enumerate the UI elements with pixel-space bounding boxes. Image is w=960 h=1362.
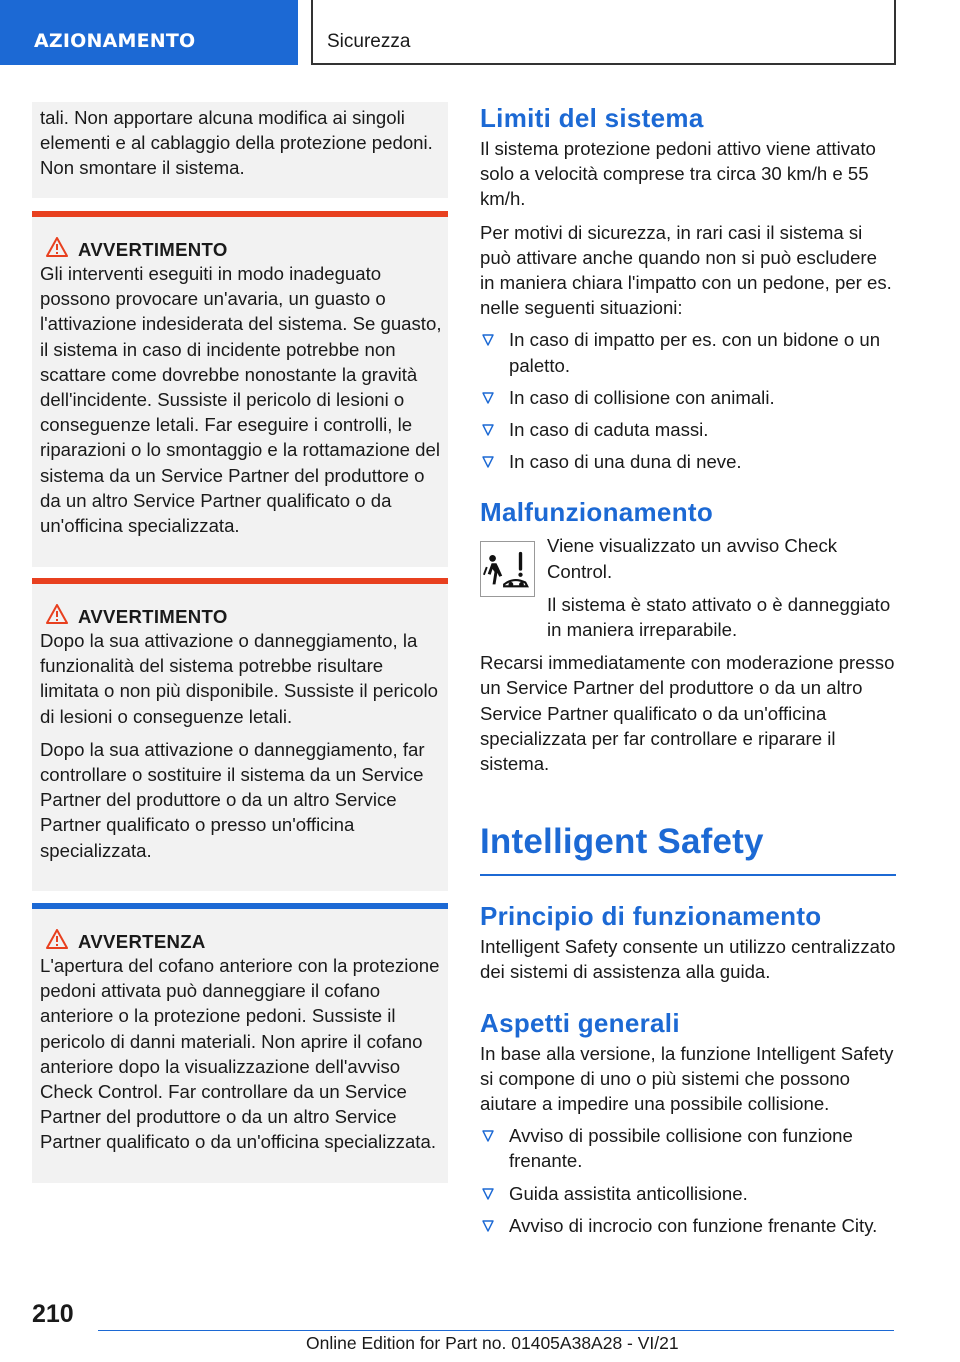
general-heading: Aspetti generali xyxy=(480,1007,680,1038)
intelligent-list xyxy=(480,1123,896,1238)
limits-text: Il sistema protezione pedoni attivo viene attivato solo a velocità comprese tra circa 30 km/h e 55 km/h. xyxy=(480,138,876,210)
limits-heading: Limiti del sistema xyxy=(480,103,704,133)
intro-text: tali. Non apportare alcuna modifica ai singoli elementi e al cablaggio della protezione pedoni. Non smontare il sistema. xyxy=(40,107,433,179)
intro-box xyxy=(32,102,448,198)
warning-title: AVVERTIMENTO xyxy=(78,239,228,260)
list-item: In caso di impatto per es. con un bidone o un paletto. xyxy=(480,327,896,377)
triangle-bullet-icon xyxy=(482,391,494,405)
warning-text: Dopo la sua attivazione o danneggiamento, la funzionalità del sistema potrebbe risultare limitata o non più disponibile. Sussiste il pericolo di lesioni o conseguenze letali. xyxy=(40,630,438,727)
intelligent-safety-heading: Intelligent Safety xyxy=(480,822,764,862)
warning-title: AVVERTIMENTO xyxy=(78,606,228,627)
warning-box-1 xyxy=(32,211,448,567)
limits-list xyxy=(480,327,896,474)
chapter-title: Sicurezza xyxy=(327,31,411,52)
warning-triangle-icon xyxy=(46,237,68,257)
triangle-bullet-icon xyxy=(482,423,494,437)
malfunction-text: Recarsi immediatamente con moderazione presso un Service Partner del produttore o da un altro Service Partner qualificato o da un'officina specializzata per far controllare e riparare il sistema. xyxy=(480,652,895,775)
principle-text: Intelligent Safety consente un utilizzo centralizzato dei sistemi di assistenza alla guida. xyxy=(480,936,896,983)
list-item: In caso di caduta massi. xyxy=(480,417,896,442)
general-text: In base alla versione, la funzione Intelligent Safety si compone di uno o più sistemi che possono aiutare a impedire una possibile collisione. xyxy=(480,1042,894,1115)
malfunction-text: Viene visualizzato un avviso Check Control. xyxy=(547,535,838,582)
triangle-bullet-icon xyxy=(482,1129,494,1143)
footer-rule xyxy=(98,1330,894,1331)
triangle-bullet-icon xyxy=(482,1219,494,1233)
list-item: Guida assistita anticollisione. xyxy=(480,1181,896,1206)
heading-rule xyxy=(480,874,896,876)
list-item: In caso di una duna di neve. xyxy=(480,449,896,474)
section-tab xyxy=(0,0,298,65)
list-item: In caso di collisione con animali. xyxy=(480,385,896,410)
edition-text: Online Edition for Part no. 01405A38A28 - VI/21 xyxy=(306,1333,679,1353)
notice-box xyxy=(32,903,448,1183)
malfunction-text: Il sistema è stato attivato o è danneggiato in maniera irreparabile. xyxy=(547,593,891,641)
warning-triangle-icon xyxy=(46,929,68,949)
triangle-bullet-icon xyxy=(482,455,494,469)
list-item: Avviso di possibile collisione con funzione frenante. xyxy=(480,1123,896,1173)
warning-text: Gli interventi eseguiti in modo inadeguato possono provocare un'avaria, un guasto o l'attivazione indesiderata del sistema. Se guasto, il sistema in caso di incidente potrebbe non scattare come dovrebbe nonostante la gravità dell'incidente. Sussiste il pericolo di lesioni o conseguenze letali. Far eseguire i controlli, le riparazioni o lo smontaggio e la rottamazione del sistema da un Service Partner del produttore o da un altro Service Partner qualificato o da un'officina specializzata. xyxy=(40,263,442,537)
triangle-bullet-icon xyxy=(482,1187,494,1201)
pedestrian-protection-warning-icon xyxy=(480,541,535,597)
malfunction-block xyxy=(480,533,896,642)
page-number: 210 xyxy=(32,1300,74,1328)
warning-text: Dopo la sua attivazione o danneggiamento, far controllare o sostituire il sistema da un Service Partner del produttore o da un altro Service Partner qualificato o presso un'officina specializzata. xyxy=(40,738,425,861)
malfunction-heading: Malfunzionamento xyxy=(480,497,714,528)
warning-triangle-icon xyxy=(46,604,68,624)
section-title: AZIONAMENTO xyxy=(34,30,196,52)
triangle-bullet-icon xyxy=(482,333,494,347)
notice-title: AVVERTENZA xyxy=(78,931,206,952)
chapter-box xyxy=(311,0,896,65)
list-item: Avviso di incrocio con funzione frenante City. xyxy=(480,1213,896,1238)
right-column xyxy=(480,100,896,1238)
principle-heading: Principio di funzionamento xyxy=(480,901,822,932)
warning-box-2 xyxy=(32,578,448,891)
notice-text: L'apertura del cofano anteriore con la protezione pedoni attivata può danneggiare il cofano anteriore o la protezione pedoni. Sussiste il pericolo di danni materiali. Non aprire il cofano anteriore dopo la visualizzazione dell'avviso Check Control. Far controllare da un Service Partner del produttore o da un altro Service Partner qualificato o da un'officina specializzata. xyxy=(40,955,440,1153)
limits-text: Per motivi di sicurezza, in rari casi il sistema si può attivare anche quando non si può escludere in maniera chiara l'impatto con un pedone, per es. nelle seguenti situazioni: xyxy=(480,221,892,319)
